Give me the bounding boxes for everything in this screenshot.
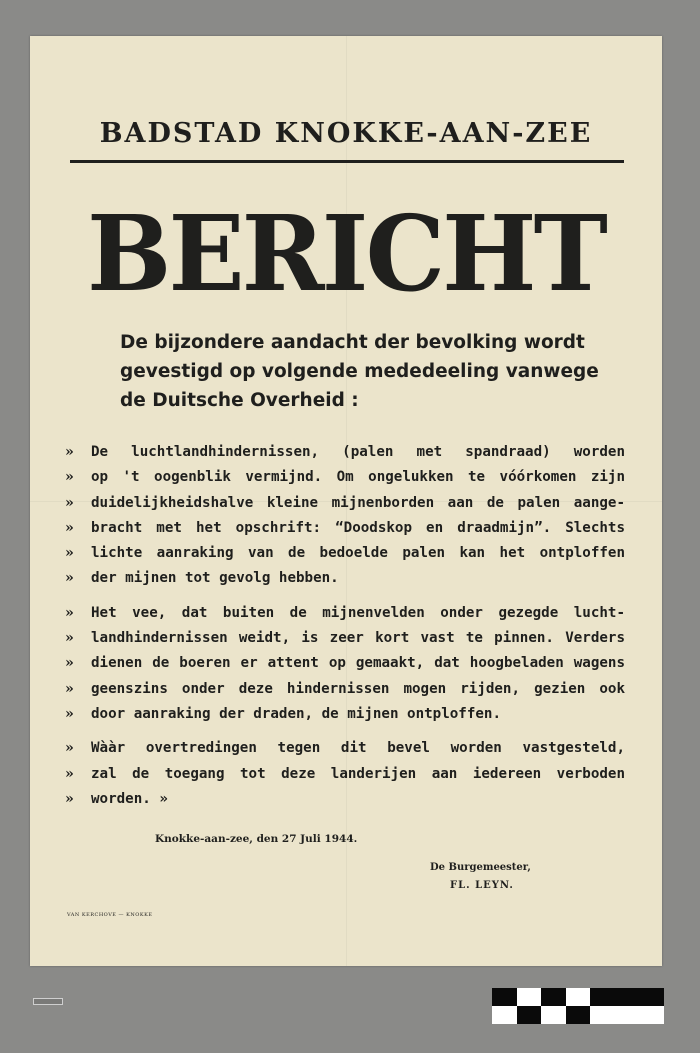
line-text: worden. » <box>91 790 168 807</box>
text-line <box>65 702 625 727</box>
text-line <box>65 566 625 591</box>
quote-mark: » <box>65 604 74 621</box>
place-date: Knokke-aan-zee, den 27 Juli 1944. <box>155 833 358 845</box>
calibration-cell <box>541 1006 566 1024</box>
text-line <box>65 440 625 465</box>
line-text: De luchtlandhindernissen, (palen met spandraad) worden <box>91 444 625 460</box>
quote-mark: » <box>65 570 74 587</box>
line-text: dienen de boeren er attent op gemaakt, dat hoogbeladen wagens <box>91 655 625 672</box>
quote-mark: » <box>65 630 74 647</box>
text-line <box>65 491 625 516</box>
quote-mark: » <box>65 765 74 782</box>
printer-imprint: VAN KERCHOVE — KNOKKE <box>67 912 153 918</box>
line-text: op 't oogenblik vermijnd. Om ongelukken te vóórkomen zijn <box>91 469 625 486</box>
line-text: lichte aanraking van de bedoelde palen kan het ontploffen <box>91 545 625 562</box>
text-line <box>65 787 625 812</box>
intro-text: De bijzondere aandacht der bevolking wordt gevestigd op volgende mededeeling vanwege de Duitsche Overheid : <box>120 332 599 411</box>
quote-mark: » <box>65 444 74 460</box>
paragraph-1 <box>65 440 625 592</box>
quote-mark: » <box>65 705 74 722</box>
calibration-cell <box>492 1006 517 1024</box>
calibration-cell <box>541 988 566 1006</box>
notice-body <box>65 440 625 821</box>
line-text: door aanraking der draden, de mijnen ontploffen. <box>91 705 501 722</box>
text-line <box>65 601 625 626</box>
heading-rule <box>70 160 624 163</box>
quote-mark: » <box>65 519 74 536</box>
calibration-cell <box>517 988 542 1006</box>
color-calibration-bar <box>492 988 664 1024</box>
calibration-cell <box>615 988 640 1006</box>
signature-title: De Burgemeester, <box>430 862 531 873</box>
quote-mark: » <box>65 545 74 562</box>
line-text: geenszins onder deze hindernissen mogen rijden, gezien ook <box>91 680 625 697</box>
line-text: Het vee, dat buiten de mijnenvelden onder gezegde lucht- <box>91 604 625 621</box>
quote-mark: » <box>65 494 74 511</box>
signature-name: FL. LEYN. <box>450 880 514 891</box>
calibration-cell <box>492 988 517 1006</box>
calibration-cell <box>639 988 664 1006</box>
line-text: landhindernissen weidt, is zeer kort vast te pinnen. Verders <box>91 630 625 647</box>
quote-mark: » <box>65 469 74 486</box>
text-line <box>65 677 625 702</box>
line-text: der mijnen tot gevolg hebben. <box>91 570 339 587</box>
text-line <box>65 762 625 787</box>
line-text: zal de toegang tot deze landerijen aan iedereen verboden <box>91 765 625 782</box>
line-text: bracht met het opschrift: “Doodskop en draadmijn”. Slechts <box>91 519 625 536</box>
calibration-cell <box>517 1006 542 1024</box>
text-line <box>65 626 625 651</box>
line-text: Wààr overtredingen tegen dit bevel worden vastgesteld, <box>91 740 625 757</box>
text-line <box>65 516 625 541</box>
calibration-cell <box>566 988 591 1006</box>
poster-sheet <box>30 36 662 966</box>
town-heading: BADSTAD KNOKKE-AAN-ZEE <box>99 118 593 149</box>
scale-marker <box>33 998 63 1005</box>
quote-mark: » <box>65 790 74 807</box>
line-text: duidelijkheidshalve kleine mijnenborden aan de palen aange- <box>91 494 625 511</box>
calibration-cell <box>590 1006 615 1024</box>
paragraph-2 <box>65 601 625 727</box>
text-line <box>65 541 625 566</box>
headline: BERICHT <box>86 192 606 315</box>
calibration-cell <box>615 1006 640 1024</box>
text-line <box>65 736 625 761</box>
text-line <box>65 651 625 676</box>
paragraph-3 <box>65 736 625 812</box>
text-line <box>65 465 625 490</box>
calibration-cell <box>639 1006 664 1024</box>
quote-mark: » <box>65 740 74 757</box>
calibration-cell <box>590 988 615 1006</box>
quote-mark: » <box>65 680 74 697</box>
calibration-cell <box>566 1006 591 1024</box>
quote-mark: » <box>65 655 74 672</box>
